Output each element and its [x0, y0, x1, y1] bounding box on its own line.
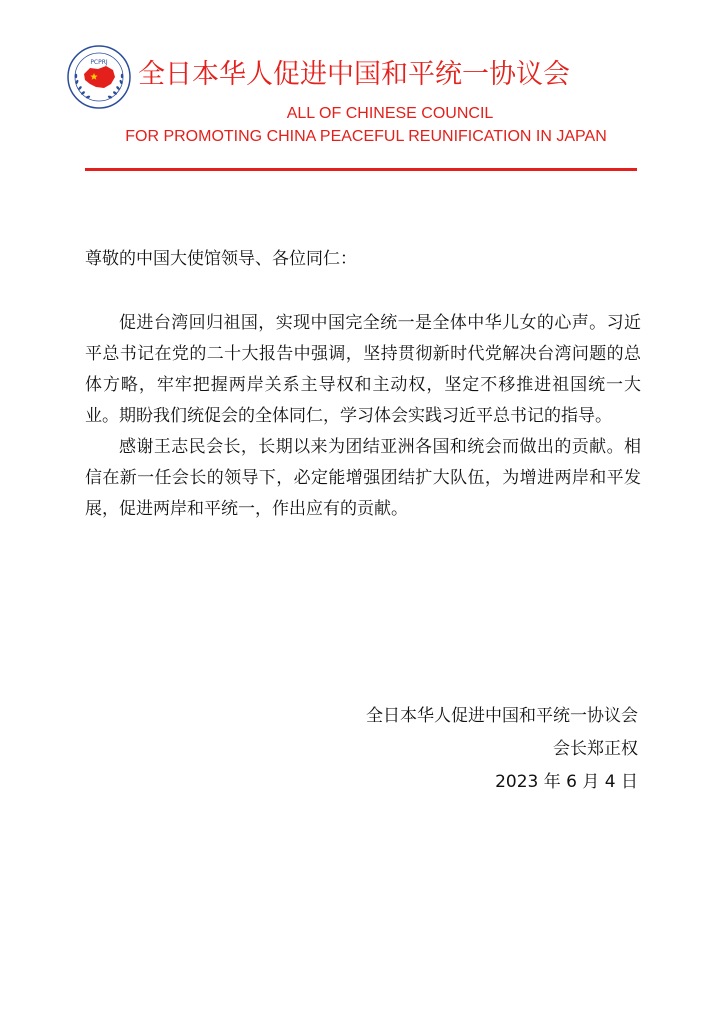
paragraph-1: 促进台湾回归祖国，实现中国完全统一是全体中华儿女的心声。习近平总书记在党的二十大报告中强调，坚持贯彻新时代党解决台湾问题的总体方略，牢牢把握两岸关系主导权和主动权，坚定不移推进祖国统一大业。期盼我们统促会的全体同仁，学习体会实践习近平总书记的指导。 — [85, 313, 641, 426]
letter-body — [85, 244, 641, 525]
signature-date: 2023 年 6 月 4 日 — [495, 772, 638, 792]
organization-logo — [66, 44, 132, 110]
letterhead — [0, 0, 724, 180]
organization-name-chinese: 全日本华人促进中国和平统一协议会 — [138, 59, 570, 90]
organization-name-english-line2: FOR PROMOTING CHINA PEACEFUL REUNIFICATION IN JAPAN — [125, 128, 607, 145]
paragraph-2: 感谢王志民会长，长期以来为团结亚洲各国和统会而做出的贡献。相信在新一任会长的领导下，必定能增强团结扩大队伍，为增进两岸和平发展，促进两岸和平统一，作出应有的贡献。 — [85, 437, 641, 519]
signature-block — [366, 700, 638, 799]
salutation: 尊敬的中国大使馆领导、各位同仁： — [85, 249, 357, 269]
organization-name-english-line1: ALL OF CHINESE COUNCIL — [286, 105, 494, 122]
signature-signer: 会长郑正权 — [553, 739, 638, 759]
signature-organization: 全日本华人促进中国和平统一协议会 — [366, 706, 638, 726]
letterhead-divider — [85, 168, 637, 171]
logo-lettering: PCPRJ — [90, 59, 108, 66]
